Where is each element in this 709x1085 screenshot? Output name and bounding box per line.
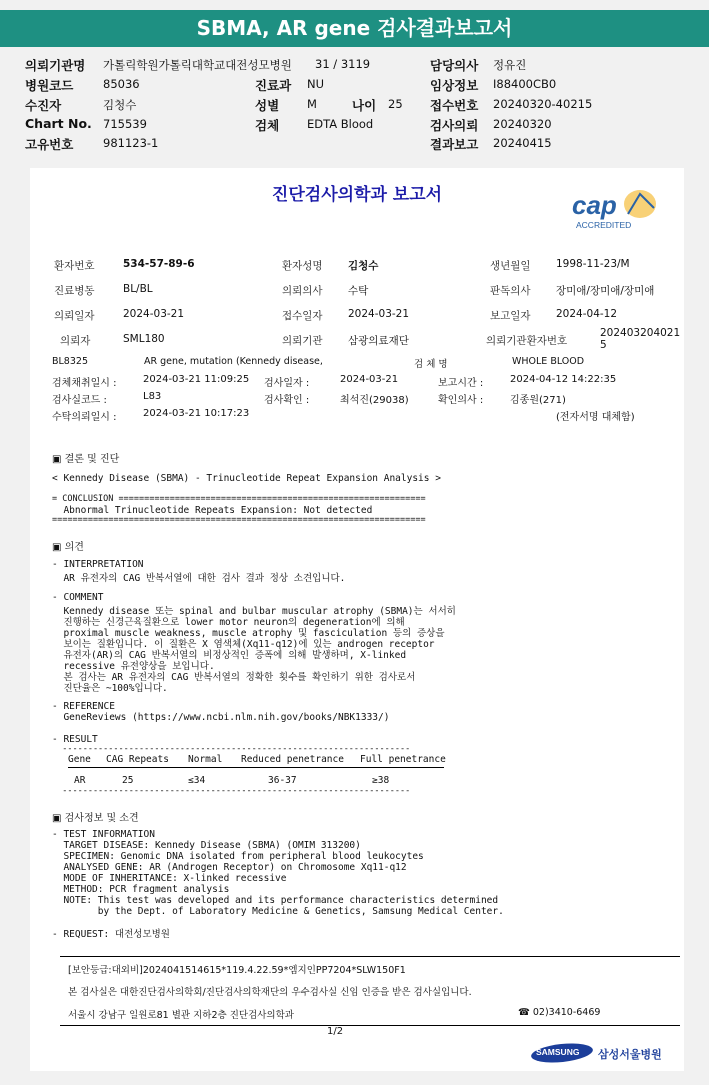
- hdr-value: 85036: [103, 77, 140, 91]
- lab-code-label: 검사실코드 :: [52, 395, 107, 406]
- patient-name-label: 환자성명: [282, 260, 323, 272]
- req-dr: 수탁: [348, 285, 369, 297]
- reference-label: - REFERENCE: [52, 701, 115, 712]
- test-info-line: by the Dept. of Laboratory Medicine & Genetics, Samsung Medical Center.: [52, 906, 504, 917]
- patient-id-label: 환자번호: [54, 260, 95, 272]
- test-info-line: SPECIMEN: Genomic DNA isolated from peripheral blood leukocytes: [52, 851, 424, 862]
- req-time: 2024-03-21 10:17:23: [143, 408, 250, 419]
- samsung-hospital-logo: [530, 1040, 690, 1066]
- test-date-label: 검사일자 :: [264, 378, 310, 389]
- conclusion-rule: =========================================================================: [52, 515, 426, 525]
- section-heading-info: ▣ 검사정보 및 소견: [52, 813, 139, 824]
- dob-label: 생년월일: [490, 260, 531, 272]
- reference-text: GeneReviews (https://www.ncbi.nlm.nih.gov/books/NBK1333/): [52, 712, 390, 723]
- hdr-label: 수진자: [25, 98, 62, 113]
- hdr-value: 715539: [103, 117, 147, 131]
- report-title: 진단검사의학과 보고서: [271, 185, 443, 205]
- page-number: 1/2: [327, 1026, 344, 1037]
- result-cell: 36-37: [268, 775, 297, 786]
- result-header-cell: Normal: [188, 754, 223, 765]
- org-pid-label: 의뢰기관환자번호: [486, 335, 568, 347]
- hdr-value: 20240415: [493, 136, 552, 150]
- cert-line: 본 검사실은 대한진단검사의학회/진단검사의학재단의 우수검사실 신임 인증을 받은 검사실입니다.: [68, 987, 472, 998]
- comment-line: Kennedy disease 또는 spinal and bulbar muscular atrophy (SBMA)는 서서히: [52, 606, 456, 617]
- recv-date-label: 접수일자: [282, 310, 323, 322]
- samsung-wordmark: SAMSUNG: [536, 1047, 580, 1057]
- rep-date-label: 보고일자: [490, 310, 531, 322]
- report-page: [30, 168, 684, 1071]
- hdr-label: 고유번호: [25, 137, 74, 152]
- specimen-label: 검 체 명: [414, 359, 448, 370]
- report-time: 2024-04-12 14:22:35: [510, 374, 617, 385]
- patient-name: 김청수: [348, 260, 379, 272]
- result-cell: ≤34: [188, 775, 206, 786]
- test-info-line: - TEST INFORMATION: [52, 829, 155, 840]
- read-dr: 장미애/장미애/장미애: [556, 285, 655, 297]
- req-date-label: 의뢰일자: [54, 310, 95, 322]
- hospital-name: 삼성서울병원: [598, 1048, 662, 1061]
- hdr-label: 의뢰기관명: [25, 58, 86, 73]
- org-pid: 202403204021: [600, 327, 681, 339]
- hdr-label: 나이: [352, 98, 377, 113]
- ward: BL/BL: [123, 283, 153, 295]
- hdr-label: 담당의사: [430, 58, 479, 73]
- result-header-cell: CAG Repeats: [106, 754, 169, 765]
- report-banner: SBMA, AR gene 검사결과보고서: [0, 10, 709, 47]
- comment-line: 진행하는 신경근육질환으로 lower motor neuron의 degeneration에 의해: [52, 617, 405, 628]
- test-name: AR gene, mutation (Kennedy disease,: [144, 356, 323, 367]
- test-info-line: METHOD: PCR fragment analysis: [52, 884, 230, 895]
- req-org: 삼광의료재단: [348, 335, 409, 347]
- req-org-label: 의뢰기관: [282, 335, 323, 347]
- confirm-dr-label: 확인의사 :: [438, 395, 484, 406]
- read-dr-label: 판독의사: [490, 285, 531, 297]
- recv-date: 2024-03-21: [348, 308, 410, 320]
- hdr-label: 임상정보: [430, 78, 479, 93]
- result-header-divider: [68, 767, 444, 768]
- hdr-value: NU: [307, 77, 325, 91]
- conclusion-label: = CONCLUSION ============================================================: [52, 494, 426, 504]
- hdr-value: 25: [388, 97, 403, 111]
- analysis-line: < Kennedy Disease (SBMA) - Trinucleotide Repeat Expansion Analysis >: [52, 473, 441, 484]
- footer-divider: [60, 956, 680, 957]
- interp-text: AR 유전자의 CAG 반복서열에 대한 검사 결과 정상 소견입니다.: [52, 573, 346, 584]
- test-info-line: MODE OF INHERITANCE: X-linked recessive: [52, 873, 287, 884]
- comment-label: - COMMENT: [52, 592, 104, 603]
- cap-accredited-logo: [570, 186, 660, 230]
- comment-line: 진단율은 ~100%입니다.: [52, 683, 168, 694]
- hdr-value: 20240320: [493, 117, 552, 131]
- hdr-value: 김청수: [103, 98, 137, 112]
- comment-line: proximal muscle weakness, muscle atrophy 및 fasciculation 등의 증상을: [52, 628, 445, 639]
- patient-id: 534-57-89-6: [123, 258, 195, 270]
- comment-line: recessive 유전양상을 보입니다.: [52, 661, 215, 672]
- hdr-label: 병원코드: [25, 78, 74, 93]
- test-date: 2024-03-21: [340, 374, 399, 385]
- specimen: WHOLE BLOOD: [512, 356, 585, 367]
- security-line: [보안등급:대외비]2024041514615*119.4.22.59*엠지인PP7204*SLW150F1: [68, 965, 406, 976]
- cap-logo-text: cap: [572, 190, 617, 220]
- conclusion-text: Abnormal Trinucleotide Repeats Expansion: Not detected: [52, 505, 373, 516]
- result-cell: ≥38: [372, 775, 390, 786]
- req-dr-label: 의뢰의사: [282, 285, 323, 297]
- confirm-label: 검사확인 :: [264, 395, 310, 406]
- hdr-value: I88400CB0: [493, 77, 557, 91]
- requester-label: 의뢰자: [60, 335, 91, 347]
- comment-line: 본 검사는 AR 유전자의 CAG 반복서열의 정확한 횟수를 확인하기 위한 검사로서: [52, 672, 416, 683]
- lab-code: L83: [143, 391, 162, 402]
- hdr-label: 검체: [255, 118, 280, 133]
- collect-label: 검체채취일시 :: [52, 378, 117, 389]
- result-cell: 25: [122, 775, 134, 786]
- cap-logo-subtext: ACCREDITED: [576, 220, 632, 230]
- address-line: 서울시 강남구 일원로81 별관 지하2층 진단검사의학과: [68, 1010, 294, 1021]
- request-line: - REQUEST: 대전성모병원: [52, 929, 170, 940]
- test-info-line: ANALYSED GENE: AR (Androgen Receptor) on Chromosome Xq11-q12: [52, 862, 407, 873]
- comment-line: 유전자(AR)의 CAG 반복서열의 비정상적인 증폭에 의해 발생하며, X-linked: [52, 650, 407, 661]
- hdr-value: M: [307, 97, 317, 111]
- test-info-line: NOTE: This test was developed and its performance characteristics determined: [52, 895, 499, 906]
- collect: 2024-03-21 11:09:25: [143, 374, 250, 385]
- result-cell: AR: [74, 775, 86, 786]
- test-info-line: TARGET DISEASE: Kennedy Disease (SBMA) (OMIM 313200): [52, 840, 361, 851]
- result-rule: --------------------------------------------------------------------: [52, 744, 411, 754]
- footer-divider: [60, 1025, 680, 1026]
- org-pid: 5: [600, 339, 607, 351]
- comment-line: 보이는 질환입니다. 이 질환은 X 염색체(Xq11-q12)에 있는 androgen receptor: [52, 639, 435, 650]
- phone-line: ☎ 02)3410-6469: [518, 1007, 601, 1018]
- report-header: [0, 53, 709, 153]
- hdr-value: 20240320-40215: [493, 97, 593, 111]
- result-rule: --------------------------------------------------------------------: [52, 786, 411, 796]
- section-heading-opinion: ▣ 의견: [52, 542, 84, 553]
- rep-date: 2024-04-12: [556, 308, 618, 320]
- result-header-cell: Reduced penetrance: [241, 754, 344, 765]
- requester: SML180: [123, 333, 165, 345]
- ward-label: 진료병동: [54, 285, 95, 297]
- hdr-label: 접수번호: [430, 98, 479, 113]
- confirm-dr: 김종원(271): [510, 395, 566, 406]
- hdr-value: 31 / 3119: [315, 57, 371, 71]
- hdr-value: EDTA Blood: [307, 117, 374, 131]
- hdr-label: 결과보고: [430, 137, 479, 152]
- req-date: 2024-03-21: [123, 308, 185, 320]
- result-label: - RESULT: [52, 734, 98, 745]
- report-time-label: 보고시간 :: [438, 378, 484, 389]
- hdr-value: 정유진: [493, 58, 527, 72]
- interp-label: - INTERPRETATION: [52, 559, 144, 570]
- test-code: BL8325: [52, 356, 88, 367]
- hdr-value: 981123-1: [103, 136, 159, 150]
- dob: 1998-11-23/M: [556, 258, 630, 270]
- result-header-cell: Gene: [68, 754, 91, 765]
- hdr-value: 가톨릭학원가톨릭대학교대전성모병원: [103, 58, 292, 72]
- confirm: 최석진(29038): [340, 395, 409, 406]
- hdr-label: 성별: [255, 98, 280, 113]
- result-header-cell: Full penetrance: [360, 754, 446, 765]
- hdr-label: Chart No.: [25, 116, 92, 131]
- esign-note: (전자서명 대체함): [556, 412, 635, 423]
- section-heading-conclusion: ▣ 결론 및 진단: [52, 454, 120, 465]
- hdr-label: 검사의뢰: [430, 118, 479, 133]
- hdr-label: 진료과: [255, 78, 292, 93]
- req-time-label: 수탁의뢰일시 :: [52, 412, 117, 423]
